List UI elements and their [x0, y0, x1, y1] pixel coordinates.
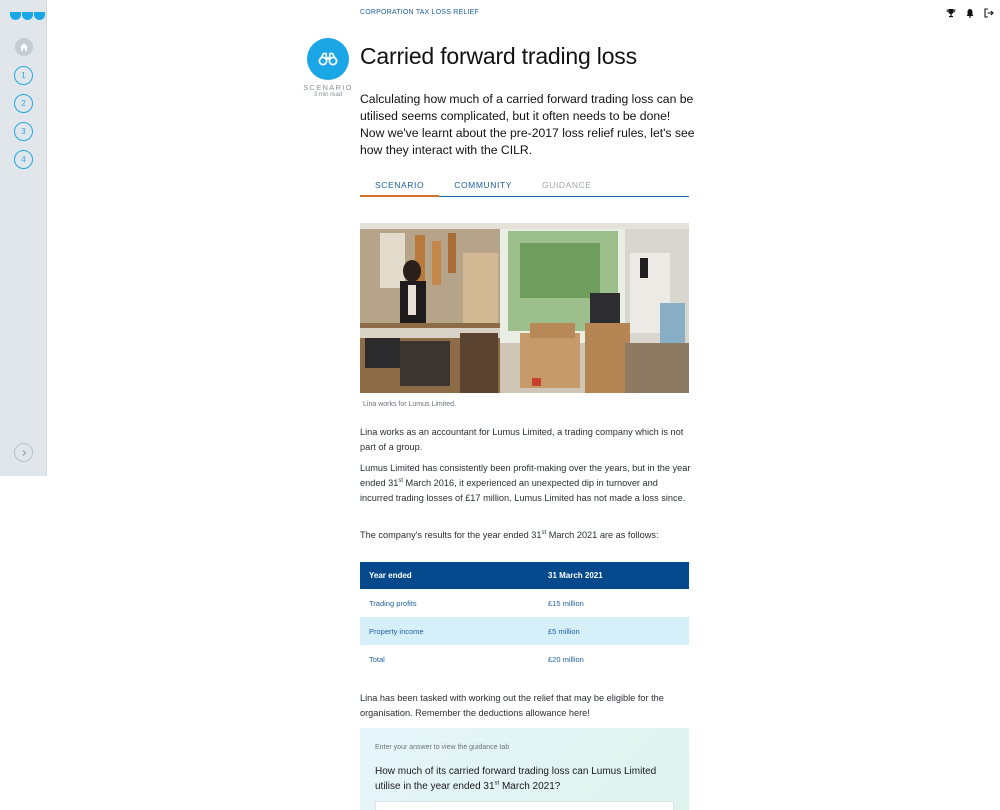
sidebar — [0, 0, 47, 476]
scenario-badge — [307, 38, 349, 80]
body-paragraph-1: Lina works as an accountant for Lumus Limited, a trading company which is not part of a group. — [360, 427, 684, 452]
scenario-photo — [360, 223, 689, 393]
answer-panel — [360, 728, 689, 810]
tab-bar — [360, 176, 689, 197]
top-right-toolbar — [945, 7, 994, 18]
table-cell: Total — [369, 654, 385, 664]
table-row — [360, 645, 689, 673]
home-icon — [19, 42, 29, 52]
table-cell: £20 million — [548, 654, 584, 664]
table-cell: £15 million — [548, 598, 584, 608]
logout-button[interactable] — [983, 7, 994, 18]
tab-community[interactable]: COMMUNITY — [454, 180, 513, 190]
tab-scenario[interactable]: SCENARIO — [360, 176, 439, 197]
table-cell: Trading profits — [369, 598, 417, 608]
binoculars-icon — [318, 52, 338, 66]
body-paragraph-4: Lina has been tasked with working out the relief that may be eligible for the organisation. Remember the deductions allowance here! — [360, 693, 664, 718]
step-1-button[interactable]: 1 — [14, 66, 33, 85]
read-time-label: 3 min read — [313, 92, 343, 98]
body-paragraph-2: Lumus Limited has consistently been profit-making over the years, but in the year ended 31st March 2016, it experienced an unexpected dip in turnover and incurred trading losses of £17 million. Lumus Limited has not made a loss since. — [360, 463, 691, 503]
table-row — [360, 617, 689, 645]
content-type-label: SCENARIO — [303, 83, 353, 92]
logo-icon[interactable] — [10, 12, 45, 20]
table-cell: Property income — [360, 617, 539, 645]
logout-icon — [984, 8, 994, 18]
home-button[interactable] — [15, 38, 33, 56]
chevron-right-icon — [20, 449, 28, 457]
bell-icon — [965, 8, 975, 18]
intro-text: Calculating how much of a carried forward trading loss can be utilised seems complicated, but it often needs to be done! Now we've learnt about the pre-2017 loss relief rules, let's see how they interact with the CILR. — [360, 92, 695, 157]
page-title: Carried forward trading loss — [360, 43, 637, 69]
tab-guidance: GUIDANCE — [542, 180, 592, 190]
step-4-button[interactable]: 4 — [14, 150, 33, 169]
step-2-button[interactable]: 2 — [14, 94, 33, 113]
trophy-icon — [946, 8, 956, 18]
table-row — [360, 589, 689, 617]
notifications-button[interactable] — [964, 7, 975, 18]
table-header-cell: 31 March 2021 — [539, 562, 689, 589]
breadcrumb[interactable]: CORPORATION TAX LOSS RELIEF — [360, 9, 479, 16]
answer-input[interactable] — [375, 801, 674, 810]
results-table — [360, 562, 689, 673]
body-paragraph-3: The company's results for the year ended 31st March 2021 are as follows: — [360, 529, 659, 540]
expand-sidebar-button[interactable] — [14, 443, 33, 462]
table-header-row — [360, 562, 689, 589]
trophy-button[interactable] — [945, 7, 956, 18]
table-cell: £5 million — [539, 617, 689, 645]
photo-caption: Lina works for Lumus Limited. — [363, 401, 456, 408]
step-3-button[interactable]: 3 — [14, 122, 33, 141]
answer-hint: Enter your answer to view the guidance tab — [375, 744, 510, 751]
table-header-cell: Year ended — [360, 562, 539, 589]
question-text: How much of its carried forward trading loss can Lumus Limited utilise in the year ended 31st March 2021? — [375, 766, 657, 792]
